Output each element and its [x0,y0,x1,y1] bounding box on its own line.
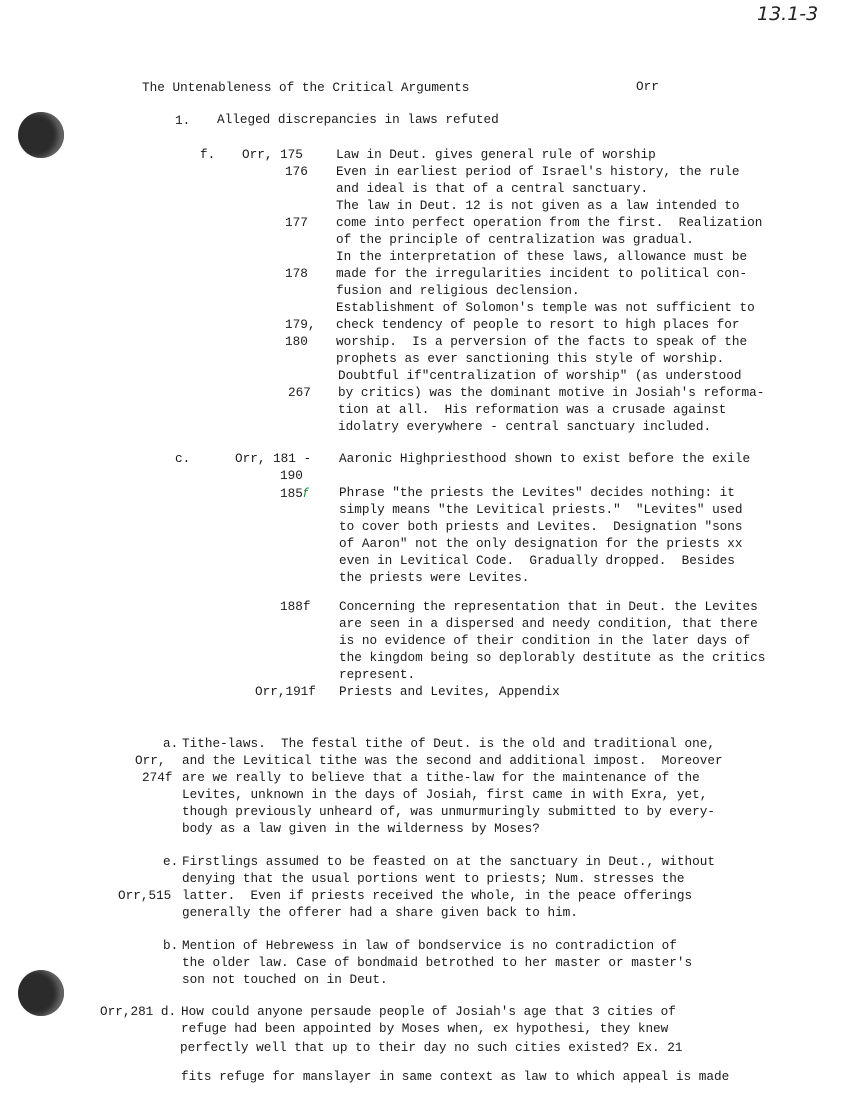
text-line: son not touched on in Deut. [182,972,388,987]
text-line: latter. Even if priests received the whole, in the peace offerings [182,888,693,903]
text-line: of the principle of centralization was gradual. [336,232,694,247]
text-line: Priests and Levites, Appendix [339,684,560,699]
text-line: body as a law given in the wilderness by Moses? [182,821,540,836]
text-line: are we really to believe that a tithe-law for the maintenance of the [182,770,700,785]
item-f-ref-267: 267 [288,385,311,400]
item-d-ref: Orr,281 d. [100,1004,177,1019]
text-line: In the interpretation of these laws, allowance must be [336,249,748,264]
text-line: Doubtful if"centralization of worship" (as understood [338,368,742,383]
text-line: Establishment of Solomon's temple was not sufficient to [336,300,755,315]
text-line: How could anyone persaude people of Josiah's age that 3 cities of [181,1004,676,1019]
item-c-ref-188f: 188f [280,599,311,614]
item-f-ref-179: 179, [285,317,316,332]
text-line: The law in Deut. 12 is not given as a law intended to [336,198,740,213]
text-line: to cover both priests and Levites. Designation "sons [339,519,743,534]
text-line: Firstlings assumed to be feasted on at the sanctuary in Deut., without [182,854,715,869]
text-line: the older law. Case of bondmaid betrothed to her master or master's [182,955,693,970]
text-line: though previously unheard of, was unmurmuringly submitted to by every- [182,804,715,819]
text-line: of Aaron" not the only designation for the priests xx [339,536,743,551]
text-line: Levites, unknown in the days of Josiah, first came in with Exra, yet, [182,787,708,802]
item-f-ref-180: 180 [285,334,308,349]
item-c-label: c. [175,451,191,466]
item-f-ref-178: 178 [285,266,308,281]
text-line: simply means "the Levitical priests." "Levites" used [339,502,743,517]
item-a-ref-274f: 274f [142,770,173,785]
section-title: Alleged discrepancies in laws refuted [217,112,499,127]
ref-185: 185 [280,486,303,501]
text-line: represent. [339,667,416,682]
text-line: the kingdom being so deplorably destitute as the critics [339,650,766,665]
text-line: idolatry everywhere - central sanctuary included. [338,419,712,434]
text-line: refuge had been appointed by Moses when, ex hypothesi, they knew [181,1021,669,1036]
text-line: Aaronic Highpriesthood shown to exist before the exile [339,451,751,466]
punch-hole-top [18,112,64,158]
text-line: Phrase "the priests the Levites" decides nothing: it [339,485,735,500]
handwritten-f: f [302,485,308,500]
text-line: are seen in a dispersed and needy condition, that there [339,616,758,631]
text-line: perfectly well that up to their day no such cities existed? Ex. 21 [180,1040,683,1055]
text-line: generally the offerer had a share given back to him. [182,905,578,920]
item-a-ref: Orr, [135,753,166,768]
item-e-label: e. [163,854,179,869]
text-line: and the Levitical tithe was the second and additional impost. Moreover [182,753,723,768]
item-f-ref-177: 177 [285,215,308,230]
text-line: worship. Is a perversion of the facts to speak of the [336,334,748,349]
punch-hole-bottom [18,970,64,1016]
text-line: by critics) was the dominant motive in Josiah's reforma- [338,385,765,400]
text-line: check tendency of people to resort to high places for [336,317,740,332]
item-f-ref: Orr, 175 [242,147,303,162]
text-line: even in Levitical Code. Gradually dropped. Besides [339,553,735,568]
text-line: is no evidence of their condition in the later days of [339,633,751,648]
item-c-ref: Orr, 181 - [235,451,312,466]
text-line: the priests were Levites. [339,570,530,585]
item-b-label: b. [163,938,179,953]
item-c-ref-190: 190 [280,468,303,483]
text-line: Mention of Hebrewess in law of bondservice is no contradiction of [182,938,677,953]
item-c-ref-191f: Orr,191f [255,684,316,699]
text-line: Concerning the representation that in Deut. the Levites [339,599,758,614]
text-line: come into perfect operation from the first. Realization [336,215,763,230]
text-line: Even in earliest period of Israel's history, the rule [336,164,740,179]
item-a-label: a. [163,736,179,751]
text-line: tion at all. His reformation was a crusade against [338,402,727,417]
text-line: fits refuge for manslayer in same context as law to which appeal is made [181,1069,730,1084]
text-line: made for the irregularities incident to political con- [336,266,748,281]
page-reference-handwritten: 13.1-3 [757,3,819,25]
text-line: fusion and religious declension. [336,283,580,298]
item-c-ref-185 [280,484,307,502]
section-number: 1. [175,113,191,128]
text-line: denying that the usual portions went to priests; Num. stresses the [182,871,685,886]
text-line: prophets as ever sanctioning this style of worship. [336,351,725,366]
text-line: and ideal is that of a central sanctuary. [336,181,649,196]
document-author: Orr [636,79,659,94]
text-line: Law in Deut. gives general rule of worship [336,147,656,162]
document-title: The Untenableness of the Critical Arguments [142,80,470,95]
item-f-ref-176: 176 [285,164,308,179]
item-f-label: f. [200,147,216,162]
text-line: Tithe-laws. The festal tithe of Deut. is the old and traditional one, [182,736,715,751]
item-e-ref: Orr,515 [118,888,172,903]
